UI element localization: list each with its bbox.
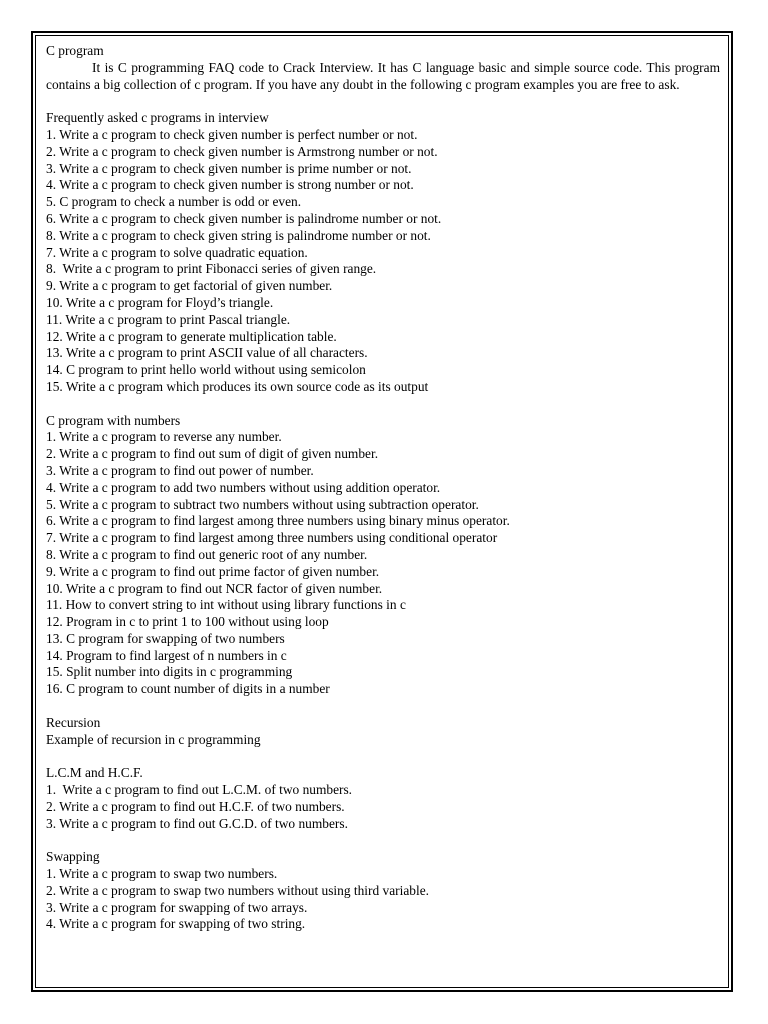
list-item: 3. Write a c program to find out power of number. <box>46 462 314 478</box>
section-4 <box>46 849 720 933</box>
intro-paragraph: It is C programming FAQ code to Crack Interview. It has C language basic and simple source code. This program contains a big collection of c program. If you have any doubt in the following c program examples you are free to ask. <box>46 59 720 92</box>
list-item: 1. Write a c program to swap two numbers. <box>46 866 278 882</box>
list-item: 9. Write a c program to get factorial of given number. <box>46 278 333 294</box>
list-item: 10. Write a c program to find out NCR factor of given number. <box>46 580 383 596</box>
section-3 <box>46 765 720 832</box>
list-item: 1. Write a c program to find out L.C.M. of two numbers. <box>46 782 353 798</box>
list-item: 5. C program to check a number is odd or even. <box>46 194 302 210</box>
list-item: 6. Write a c program to find largest among three numbers using binary minus operator. <box>46 513 510 529</box>
list-item: 12. Write a c program to generate multiplication table. <box>46 328 337 344</box>
section-list <box>46 127 720 396</box>
list-item: 9. Write a c program to find out prime factor of given number. <box>46 563 380 579</box>
list-item: Example of recursion in c programming <box>46 731 261 747</box>
list-item: 16. C program to count number of digits in a number <box>46 681 330 697</box>
list-item: 7. Write a c program to find largest among three numbers using conditional operator <box>46 530 498 546</box>
section-title: L.C.M and H.C.F. <box>46 765 143 781</box>
section-title: Recursion <box>46 714 101 730</box>
list-item: 2. Write a c program to swap two numbers without using third variable. <box>46 882 429 898</box>
list-item: 11. Write a c program to print Pascal triangle. <box>46 311 291 327</box>
section-list <box>46 429 720 698</box>
section-title: C program with numbers <box>46 412 181 428</box>
list-item: 15. Write a c program which produces its own source code as its output <box>46 378 429 394</box>
list-item: 5. Write a c program to subtract two numbers without using subtraction operator. <box>46 496 479 512</box>
section-title: Swapping <box>46 849 100 865</box>
list-item: 2. Write a c program to find out H.C.F. of two numbers. <box>46 798 345 814</box>
list-item: 13. Write a c program to print ASCII value of all characters. <box>46 345 368 361</box>
list-item: 3. Write a c program to find out G.C.D. of two numbers. <box>46 815 348 831</box>
list-item: 10. Write a c program for Floyd’s triangle. <box>46 294 274 310</box>
list-item: 14. C program to print hello world without using semicolon <box>46 362 366 378</box>
list-item: 2. Write a c program to check given number is Armstrong number or not. <box>46 143 438 159</box>
list-item: 6. Write a c program to check given number is palindrome number or not. <box>46 210 442 226</box>
document-heading: C program <box>46 43 104 58</box>
list-item: 8. Write a c program to check given string is palindrome number or not. <box>46 227 431 243</box>
section-list <box>46 866 720 933</box>
list-item: 3. Write a c program to check given number is prime number or not. <box>46 160 412 176</box>
list-item: 1. Write a c program to reverse any number. <box>46 429 282 445</box>
list-item: 1. Write a c program to check given number is perfect number or not. <box>46 126 418 142</box>
list-item: 2. Write a c program to find out sum of digit of given number. <box>46 446 379 462</box>
section-1 <box>46 413 720 699</box>
section-list <box>46 732 720 749</box>
section-2 <box>46 715 720 749</box>
list-item: 15. Split number into digits in c programming <box>46 664 293 680</box>
list-item: 14. Program to find largest of n numbers in c <box>46 647 287 663</box>
list-item: 8. Write a c program to find out generic root of any number. <box>46 546 368 562</box>
list-item: 7. Write a c program to solve quadratic equation. <box>46 244 308 260</box>
list-item: 11. How to convert string to int without using library functions in c <box>46 597 406 613</box>
list-item: 4. Write a c program for swapping of two string. <box>46 916 306 932</box>
list-item: 8. Write a c program to print Fibonacci series of given range. <box>46 261 377 277</box>
list-item: 4. Write a c program to add two numbers without using addition operator. <box>46 479 441 495</box>
list-item: 4. Write a c program to check given number is strong number or not. <box>46 177 414 193</box>
document-body <box>46 43 720 933</box>
section-title: Frequently asked c programs in interview <box>46 110 269 126</box>
list-item: 12. Program in c to print 1 to 100 without using loop <box>46 614 329 630</box>
list-item: 13. C program for swapping of two numbers <box>46 630 285 646</box>
sections-container <box>46 110 720 933</box>
list-item: 3. Write a c program for swapping of two arrays. <box>46 899 308 915</box>
section-0 <box>46 110 720 396</box>
section-list <box>46 782 720 832</box>
